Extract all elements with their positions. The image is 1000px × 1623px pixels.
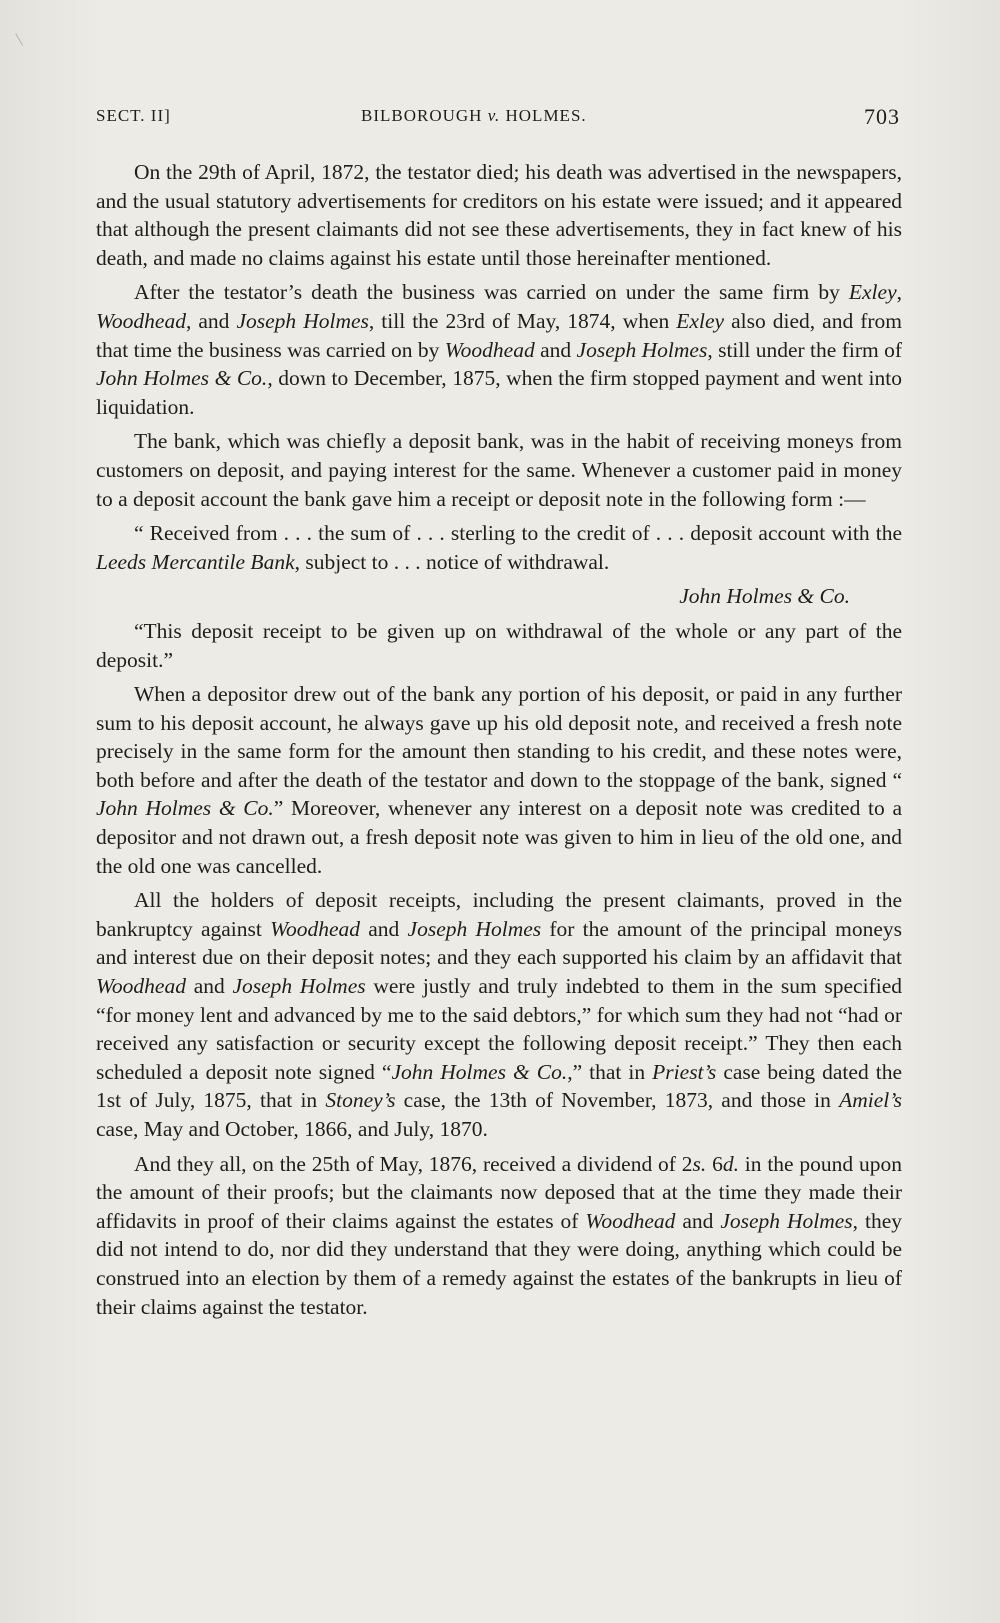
running-header	[96, 104, 900, 138]
text-run: in the pound upon the amount of their proofs; but the claimants now deposed that at the time they made their affidavits in proof of their claims against the estates of	[96, 1151, 902, 1233]
text-run: were justly and truly indebted to them in the sum specified “for money lent and advanced by me to the said debtors,” for which sum they had not “had or received any satisfaction or security except the following deposit receipt.” They then each scheduled a deposit note signed “	[96, 974, 902, 1084]
text-run: and	[534, 337, 577, 362]
text-run: All the holders of deposit receipts, including the present claimants, proved in the bankruptcy against	[96, 888, 902, 941]
bank-name: Leeds Mercantile Bank	[96, 549, 295, 574]
currency-unit: d.	[722, 1151, 739, 1176]
receipt-signature: John Holmes & Co.	[679, 584, 850, 609]
text-run: and	[675, 1208, 721, 1233]
case-title-plaintiff: BILBOROUGH	[361, 106, 488, 125]
paragraph-3: The bank, which was chiefly a deposit bank, was in the habit of receiving moneys from customers on deposit, and paying interest for the same. Whenever a customer paid in money to a deposit account the bank gave him a receipt or deposit note in the following form :—	[96, 429, 902, 511]
party-name: Woodhead	[585, 1208, 676, 1233]
text-run: , still under the firm of	[707, 337, 903, 362]
text-run: ,” that in	[567, 1059, 653, 1084]
claimant-name: Amiel’s	[839, 1088, 902, 1113]
paragraph-1: On the 29th of April, 1872, the testator died; his death was advertised in the newspapers, and the usual statutory advertisements for creditors on his estate were issued; and it appeared that although the present claimants did not see these advertisements, they in fact knew of his death, and made no claims against his estate until those hereinafter mentioned.	[96, 160, 902, 270]
text-run: 6	[706, 1151, 723, 1176]
case-title-versus: v.	[487, 106, 501, 125]
text-run: case, May and October, 1866, and July, 1870.	[96, 1117, 488, 1141]
page-number: 703	[864, 104, 900, 129]
text-run: , down to December, 1875, when the firm stopped payment and went into liquidation.	[96, 366, 902, 419]
quoted-receipt-form	[96, 519, 902, 576]
party-name: Woodhead	[270, 916, 361, 941]
paragraph-8	[96, 1150, 902, 1322]
text-run: , and	[185, 308, 237, 333]
party-name: Woodhead	[444, 337, 535, 362]
party-name: Joseph Holmes	[576, 337, 708, 362]
text-run: After the testator’s death the business was carried on under the same firm by	[134, 280, 849, 305]
firm-name: John Holmes & Co.	[96, 796, 274, 821]
claimant-name: Stoney’s	[325, 1088, 396, 1113]
paragraph-6	[96, 680, 902, 880]
paragraph-2	[96, 278, 902, 421]
body-text	[96, 158, 902, 1327]
text-run: , till the 23rd of May, 1874, when	[368, 308, 677, 333]
section-label: SECT. II]	[96, 106, 171, 125]
currency-unit: s.	[692, 1151, 707, 1176]
margin-mark	[15, 28, 32, 46]
firm-name: John Holmes & Co.	[96, 366, 268, 391]
party-name: Joseph Holmes	[407, 916, 542, 941]
text-run: When a depositor drew out of the bank any portion of his deposit, or paid in any further sum to his deposit account, he always gave up his old deposit note, and received a fresh note precisely in the same form for the amount then standing to his credit, and these notes were, both before and after the death of the testator and down to the stoppage of the bank, signed “	[96, 682, 902, 792]
text-run: ” Moreover, whenever any interest on a deposit note was credited to a depositor and not drawn out, a fresh deposit note was given to him in lieu of the old one, and the old one was cancelled.	[96, 796, 903, 878]
case-title	[361, 106, 587, 126]
text-run: case being dated the 1st of July, 1875, that in	[96, 1059, 902, 1113]
text-run: for the amount of the principal moneys and interest due on their deposit notes; and they each supported his claim by an affidavit that	[96, 916, 902, 970]
party-name: Joseph Holmes	[720, 1208, 853, 1233]
paragraph-5: “This deposit receipt to be given up on withdrawal of the whole or any part of the deposit.”	[96, 618, 902, 672]
text-run: and	[360, 916, 408, 941]
text-run: also died, and from that time the business was carried on by	[96, 308, 903, 362]
text-run: , subject to . . . notice of withdrawal.	[294, 549, 610, 574]
party-name: Exley	[676, 308, 725, 333]
party-name: Joseph Holmes	[236, 308, 369, 333]
party-name: Woodhead	[96, 974, 186, 999]
text-run: and	[185, 974, 233, 999]
firm-name: John Holmes & Co.	[391, 1059, 568, 1084]
party-name: Exley	[848, 280, 897, 305]
claimant-name: Priest’s	[652, 1059, 717, 1084]
text-run: “ Received from . . . the sum of . . . sterling to the credit of . . . deposit account with the	[134, 521, 902, 546]
text-run: case, the 13th of November, 1873, and those in	[395, 1088, 840, 1113]
paragraph-7	[96, 886, 902, 1143]
text-run: ,	[896, 280, 902, 305]
text-run: And they all, on the 25th of May, 1876, received a dividend of 2	[134, 1151, 693, 1176]
text-run: , they did not intend to do, nor did they understand that they were doing, anything which could be construed into an election by them of a remedy against the estates of the bankrupts in lieu of their claims against the testator.	[96, 1208, 902, 1319]
case-title-defendant: HOLMES.	[500, 106, 587, 125]
party-name: Joseph Holmes	[232, 974, 366, 999]
party-name: Woodhead	[96, 308, 186, 333]
